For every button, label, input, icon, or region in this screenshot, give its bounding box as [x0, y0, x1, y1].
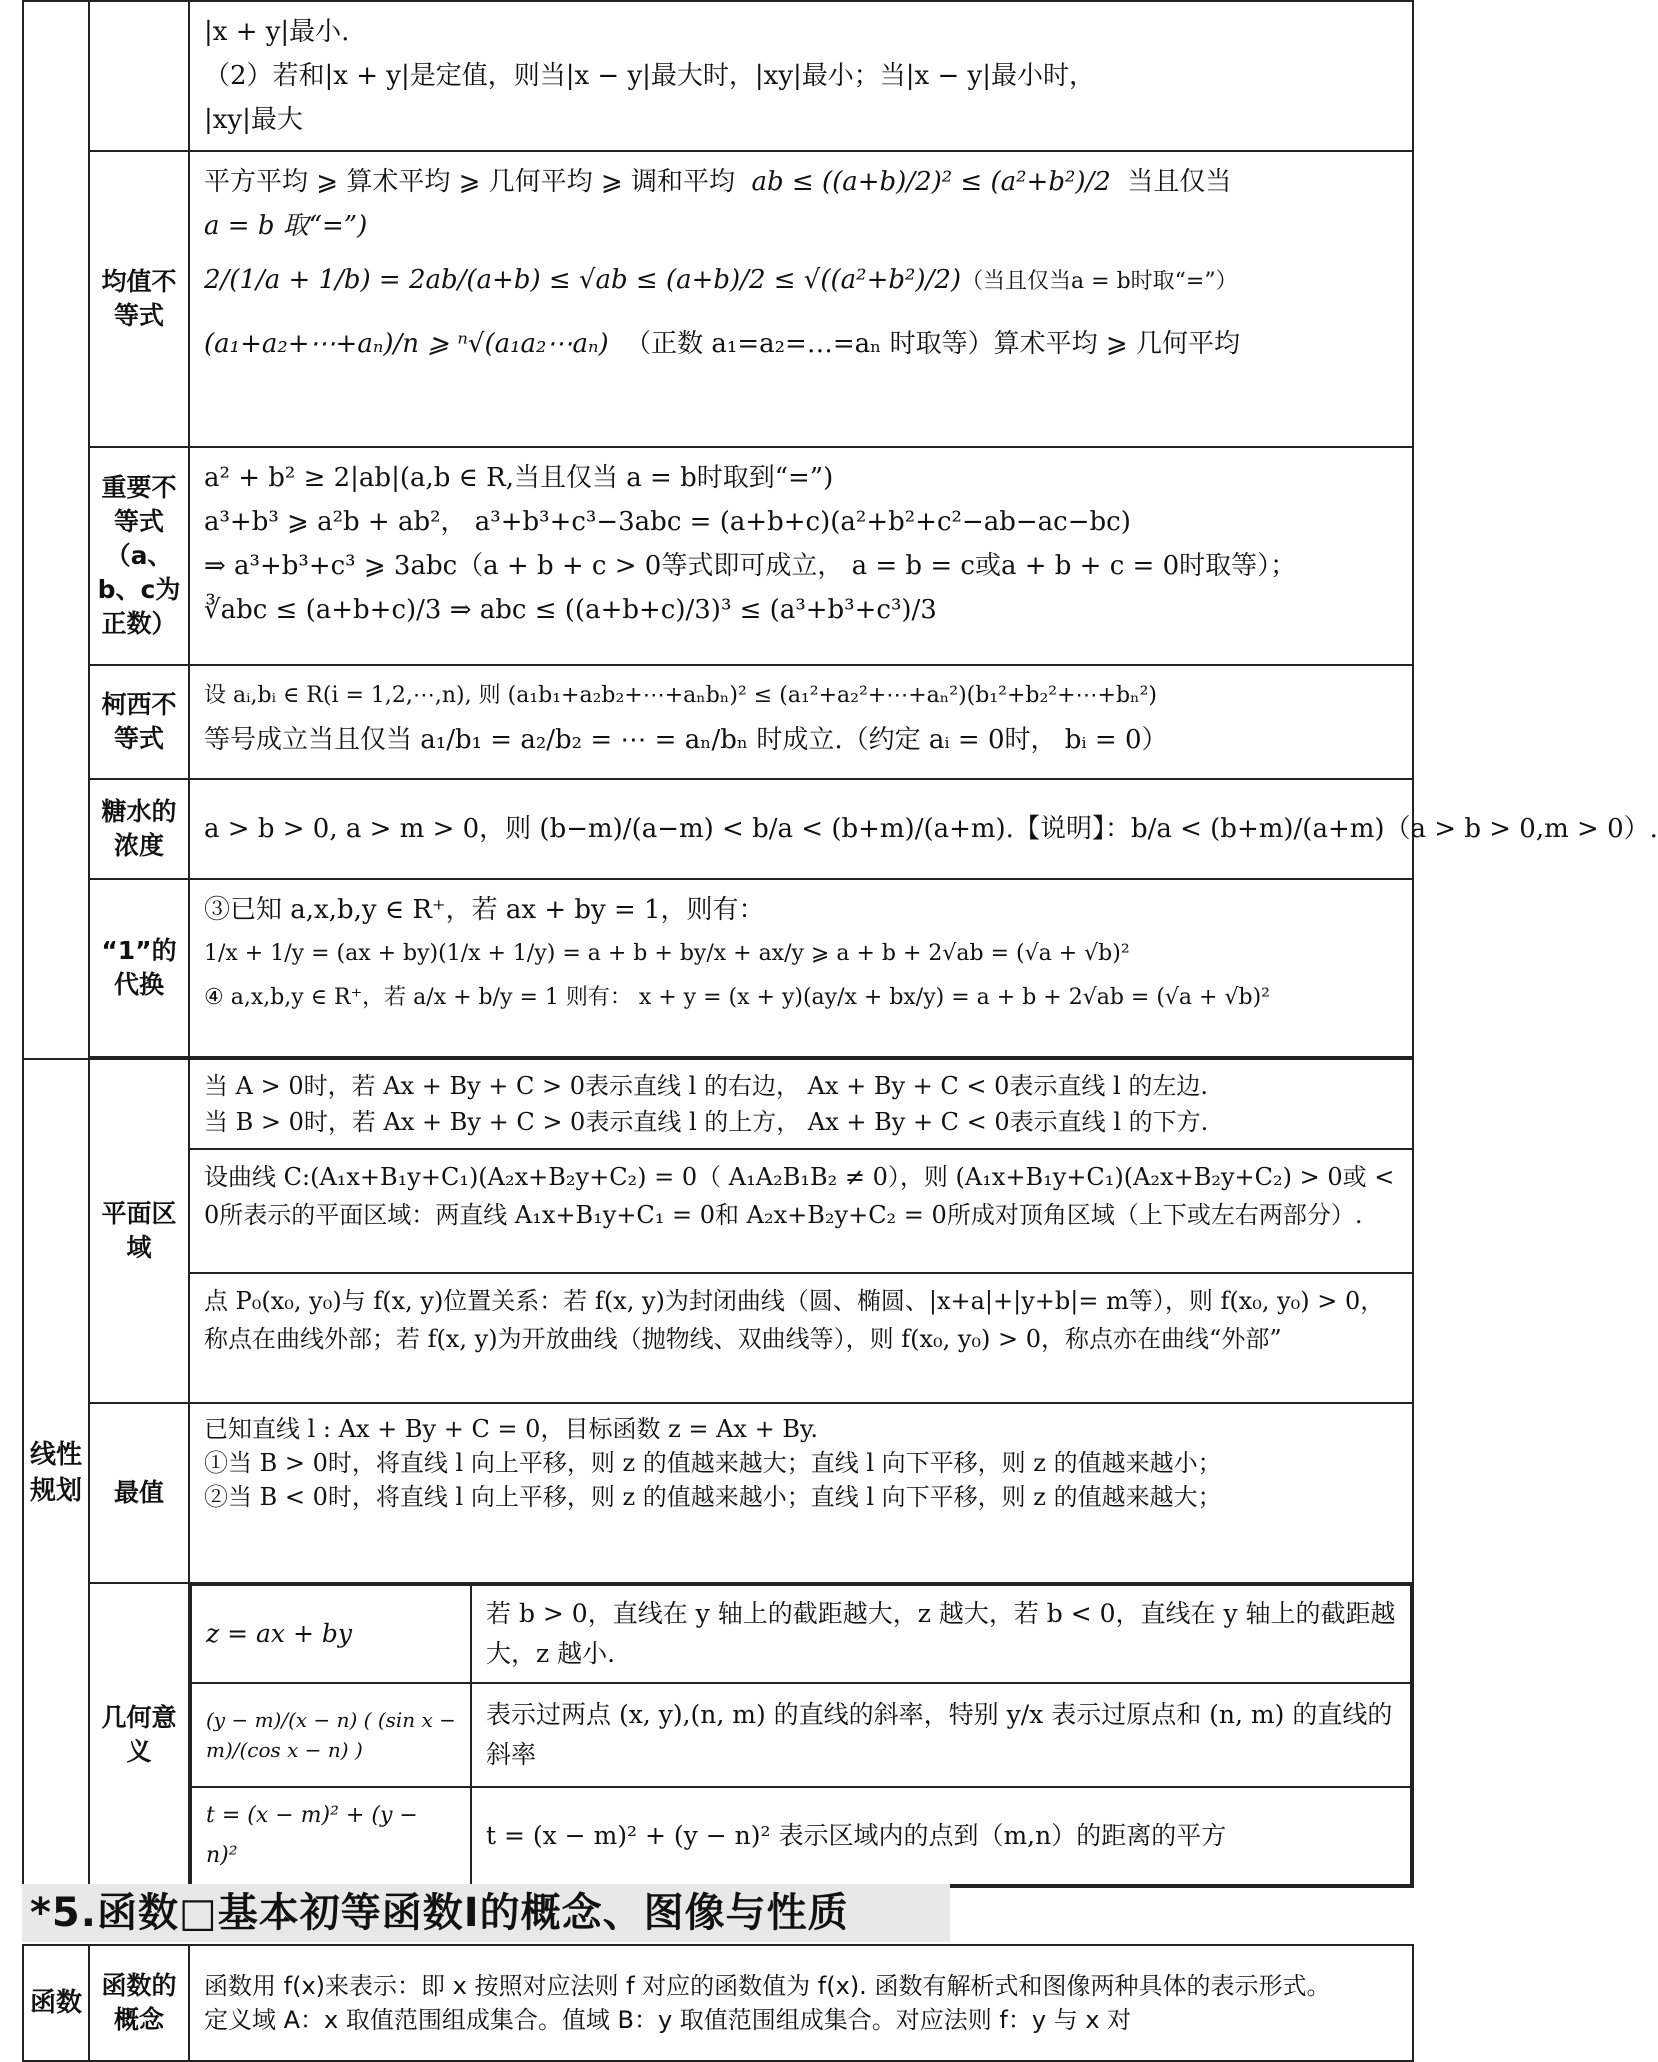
mean-content: [189, 151, 1413, 447]
mean-line2: a = b 取“=”): [204, 211, 368, 241]
extreme-label: 最值: [89, 1403, 189, 1583]
important-line4: ∛abc ≤ (a+b+c)/3 ⇒ abc ≤ ((a+b+c)/3)³ ≤ (a³+b³+c³)/3: [204, 595, 937, 625]
minmax-line1: |x + y|最小.: [204, 17, 350, 47]
function-line2: 定义域 A：x 取值范围组成集合。值域 B：y 取值范围组成集合。对应法则 f：y 与 x 对: [204, 2006, 1132, 2034]
minmax-line2: （2）若和|x + y|是定值，则当|x − y|最大时，|xy|最小；当|x − y|最小时，: [204, 61, 1095, 91]
mean-line3-note: （当且仅当a = b时取“=”）: [961, 269, 1238, 294]
important-line3: ⇒ a³+b³+c³ ⩾ 3abc（a + b + c > 0等式即可成立， a = b = c或a + b + c = 0时取等）；: [204, 551, 1297, 581]
important-content: [189, 447, 1413, 665]
mean-line4-formula: (a₁+a₂+⋯+aₙ)/n ⩾ ⁿ√(a₁a₂⋯aₙ): [204, 329, 609, 359]
plane-block3: [189, 1273, 1413, 1403]
minmax-label: [89, 1, 189, 151]
mean-line3-formula: 2/(1/a + 1/b) = 2ab/(a+b) ≤ √ab ≤ (a+b)/2 ≤ √((a²+b²)/2): [204, 265, 962, 295]
function-concept-label: 函数的概念: [89, 1945, 189, 2061]
extreme-line3: ②当 B < 0时，将直线 l 向上平移，则 z 的值越来越小；直线 l 向下平移，则 z 的值越来越大；: [204, 1483, 1222, 1511]
plane-block3-text: 点 P₀(x₀, y₀)与 f(x, y)位置关系：若 f(x, y)为封闭曲线（圆、椭圆、|x+a|+|y+b|= m等），则 f(x₀, y₀) > 0，称点在曲线外部；若 f(x, y)为开放曲线（抛物线、双曲线等），则 f(x₀, y₀) > 0，称点亦在曲线“外部”: [204, 1287, 1385, 1353]
geometry-left: z = ax + by: [191, 1585, 471, 1683]
one-line3: ④ a,x,b,y ∈ R⁺，若 a/x + b/y = 1 则有： x + y = (x + y)(ay/x + bx/y) = a + b + 2√ab = (√a + √b)²: [204, 985, 1270, 1010]
important-line2: a³+b³ ⩾ a²b + ab²， a³+b³+c³−3abc = (a+b+c)(a²+b²+c²−ab−ac−bc): [204, 507, 1131, 537]
mean-line3: [204, 248, 1398, 314]
formula-table: [22, 0, 1658, 1888]
cauchy-line1: 设 aᵢ,bᵢ ∈ R(i = 1,2,⋯,n), 则 (a₁b₁+a₂b₂+⋯+aₙbₙ)² ≤ (a₁²+a₂²+⋯+aₙ²)(b₁²+b₂²+⋯+bₙ²): [204, 683, 1157, 708]
minmax-line3: |xy|最大: [204, 105, 303, 135]
mean-line1-text: 平方平均 ⩾ 算术平均 ⩾ 几何平均 ⩾ 调和平均: [204, 167, 735, 197]
mean-line1-formula: ab ≤ ((a+b)/2)² ≤ (a²+b²)/2: [751, 167, 1111, 197]
one-line2: 1/x + 1/y = (ax + by)(1/x + 1/y) = a + b + by/x + ax/y ⩾ a + b + 2√ab = (√a + √b)²: [204, 941, 1130, 966]
linear-programming-label: 线性规划: [23, 1059, 89, 1887]
left-blank-column: [23, 1, 89, 1059]
geometry-row: [191, 1683, 1411, 1787]
one-label: “1”的代换: [89, 879, 189, 1057]
section-heading: *5.函数□基本初等函数Ⅰ的概念、图像与性质: [22, 1884, 950, 1942]
cauchy-line2: 等号成立当且仅当 a₁/b₁ = a₂/b₂ = ⋯ = aₙ/bₙ 时成立.（约定 aᵢ = 0时， bᵢ = 0）: [204, 725, 1168, 755]
plane-region-label: 平面区域: [89, 1059, 189, 1403]
cauchy-content: [189, 665, 1413, 779]
function-category: 函数: [23, 1945, 89, 2061]
cauchy-label: 柯西不等式: [89, 665, 189, 779]
geometry-row: [191, 1585, 1411, 1683]
geometry-right: 若 b > 0，直线在 y 轴上的截距越大，z 越大，若 b < 0，直线在 y 轴上的截距越大，z 越小.: [471, 1585, 1411, 1683]
minmax-content: [189, 1, 1413, 151]
mean-line4-note: （正数 a₁=a₂=…=aₙ 时取等）算术平均 ⩾ 几何平均: [625, 329, 1240, 359]
geometry-right: t = (x − m)² + (y − n)² 表示区域内的点到（m,n）的距离的平方: [471, 1787, 1411, 1885]
geometry-left: t = (x − m)² + (y − n)²: [191, 1787, 471, 1885]
mean-label: 均值不等式: [89, 151, 189, 447]
one-content: [189, 879, 1413, 1057]
sugar-label: 糖水的浓度: [89, 779, 189, 879]
plane-block1: [189, 1059, 1413, 1149]
mean-line4: [204, 314, 1398, 374]
geometry-left: (y − m)/(x − n) ( (sin x − m)/(cos x − n) ): [191, 1683, 471, 1787]
geometry-cell: [189, 1583, 1413, 1887]
extreme-line2: ①当 B > 0时，将直线 l 向上平移，则 z 的值越来越大；直线 l 向下平移，则 z 的值越来越小；: [204, 1449, 1222, 1477]
mean-line1-tail: 当且仅当: [1127, 167, 1232, 197]
geometry-label: 几何意义: [89, 1583, 189, 1887]
function-table: [22, 1944, 1414, 2062]
geometry-table: [190, 1584, 1412, 1886]
sugar-line1: a > b > 0, a > m > 0，则 (b−m)/(a−m) < b/a < (b+m)/(a+m).【说明】：b/a < (b+m)/(a+m)（a > b > 0,m > 0）.: [204, 814, 1658, 844]
important-label: 重要不等式（a、b、c为正数）: [89, 447, 189, 665]
plane-block2-text: 设曲线 C:(A₁x+B₁y+C₁)(A₂x+B₂y+C₂) = 0（ A₁A₂B₁B₂ ≠ 0），则 (A₁x+B₁y+C₁)(A₂x+B₂y+C₂) > 0或 < 0所表示的平面区域：两直线 A₁x+B₁y+C₁ = 0和 A₂x+B₂y+C₂ = 0所成对顶角区域（上下或左右两部分）.: [204, 1163, 1395, 1229]
function-concept-content: [189, 1945, 1413, 2061]
geometry-right: 表示过两点 (x, y),(n, m) 的直线的斜率，特别 y/x 表示过原点和 (n, m) 的直线的斜率: [471, 1683, 1411, 1787]
function-line1: 函数用 f(x)来表示：即 x 按照对应法则 f 对应的函数值为 f(x). 函数有解析式和图像两种具体的表示形式。: [204, 1972, 1331, 2000]
one-line1: ③已知 a,x,b,y ∈ R⁺，若 ax + by = 1，则有：: [204, 895, 765, 925]
plane-block1-line1: 当 A > 0时，若 Ax + By + C > 0表示直线 l 的右边， Ax + By + C < 0表示直线 l 的左边.: [204, 1072, 1208, 1100]
plane-block2: [189, 1149, 1413, 1273]
geometry-row: [191, 1787, 1411, 1885]
plane-block1-line2: 当 B > 0时，若 Ax + By + C > 0表示直线 l 的上方， Ax + By + C < 0表示直线 l 的下方.: [204, 1108, 1209, 1136]
mean-line1: [204, 160, 1398, 204]
extreme-line1: 已知直线 l : Ax + By + C = 0，目标函数 z = Ax + By.: [204, 1415, 818, 1443]
important-line1: a² + b² ≥ 2|ab|(a,b ∈ R,当且仅当 a = b时取到“=”): [204, 463, 834, 493]
extreme-content: [189, 1403, 1413, 1583]
sugar-content: [189, 779, 1658, 879]
